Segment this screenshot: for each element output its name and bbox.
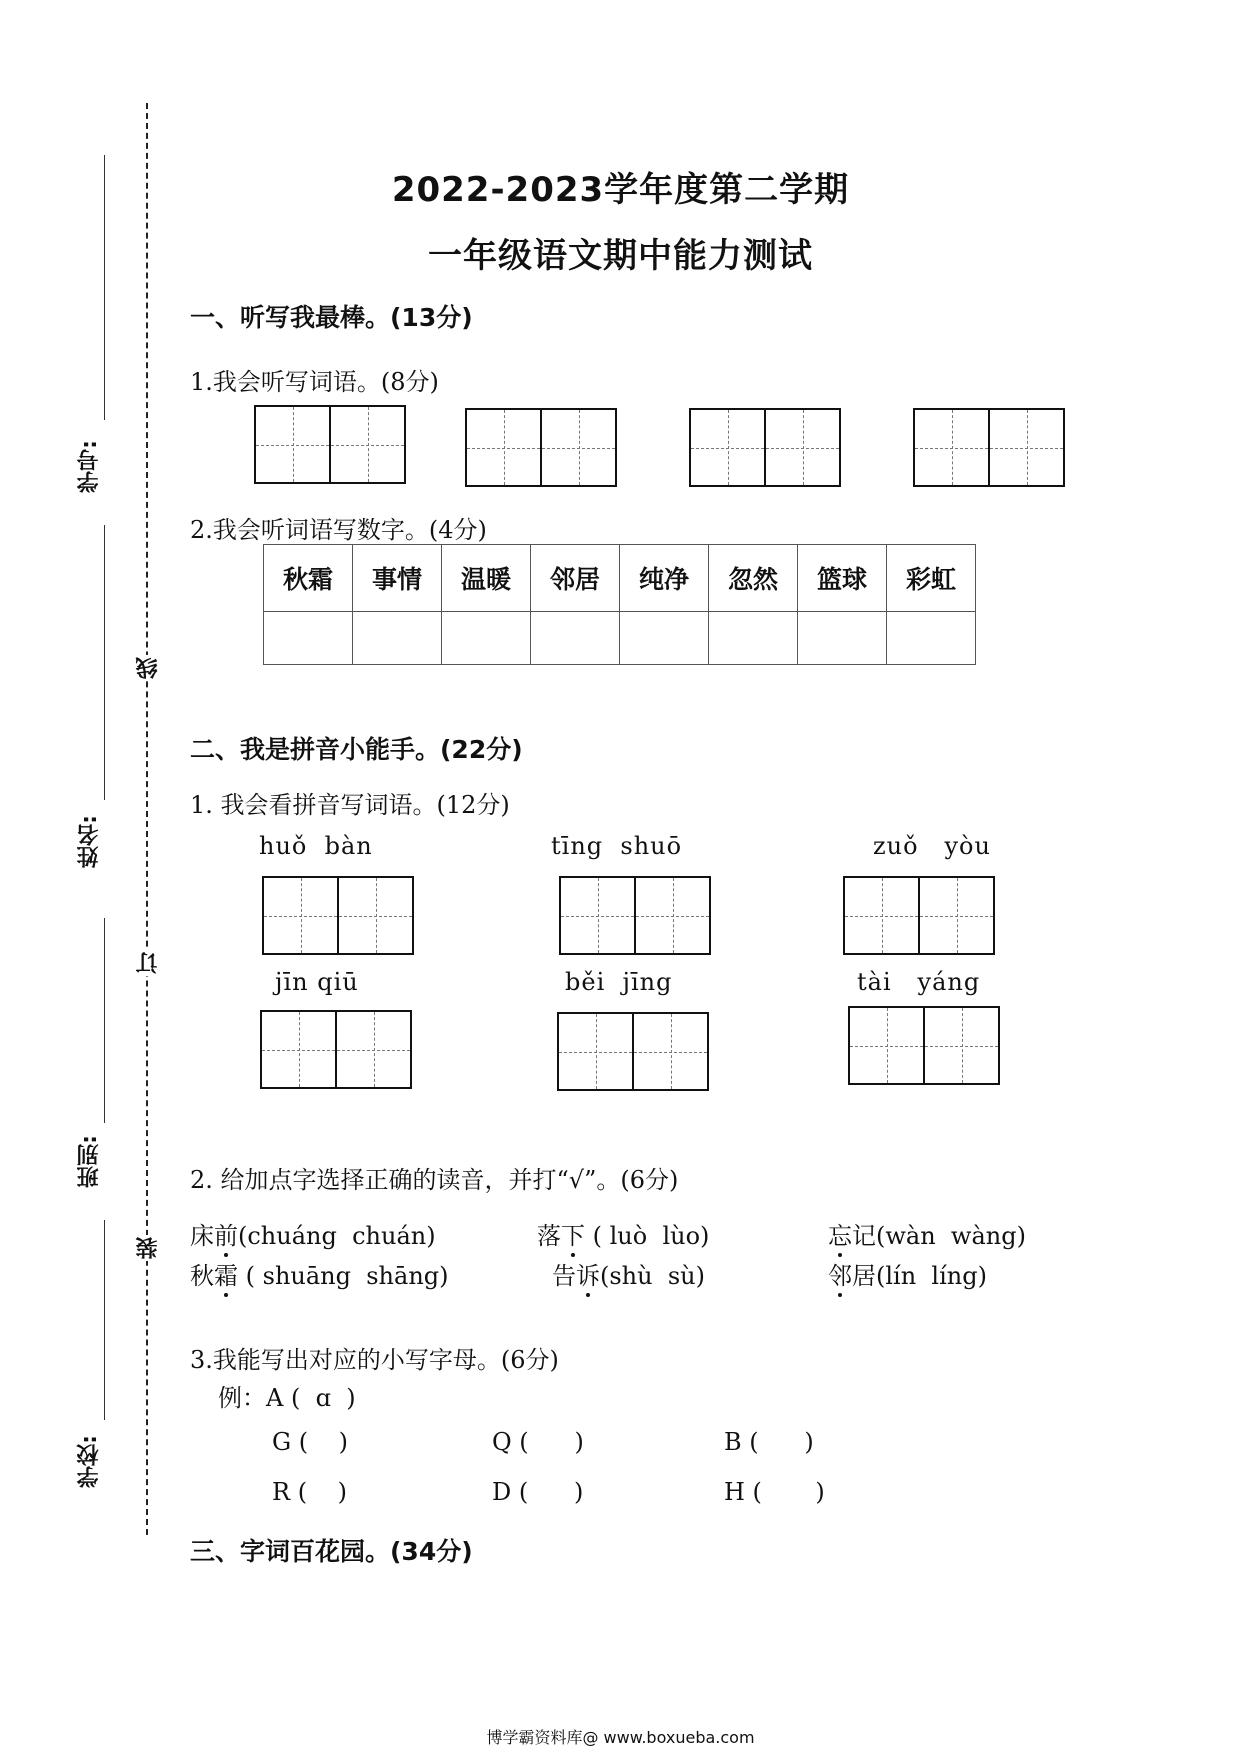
lowercase-example: 例：A ( ɑ ) — [218, 1384, 356, 1412]
choice-qiushuang[interactable]: 秋霜 ( shuāng shāng) — [190, 1262, 449, 1290]
section2-question2: 2. 给加点字选择正确的读音，并打“√”。(6分) — [190, 1166, 679, 1194]
pinyin-box-4[interactable] — [260, 1010, 412, 1089]
word-cell: 温暖 — [442, 545, 531, 612]
exam-title-line2: 一年级语文期中能力测试 — [428, 236, 813, 276]
word-cell: 篮球 — [798, 545, 887, 612]
word-cell: 事情 — [353, 545, 442, 612]
word-cell: 忽然 — [709, 545, 798, 612]
pinyin-box-2[interactable] — [559, 876, 711, 955]
pinyin-huoban: huǒ bàn — [259, 832, 373, 860]
class-label: 班别: — [77, 1135, 102, 1188]
number-answer-cell[interactable] — [353, 612, 442, 665]
dictation-box-4[interactable] — [913, 408, 1065, 487]
section2-heading: 二、我是拼音小能手。(22分) — [190, 735, 523, 764]
dictation-box-3[interactable] — [689, 408, 841, 487]
pinyin-box-5[interactable] — [557, 1012, 709, 1091]
letter-r-blank[interactable]: R ( ) — [272, 1478, 347, 1506]
word-cell: 邻居 — [531, 545, 620, 612]
number-answer-cell[interactable] — [264, 612, 353, 665]
pinyin-box-1[interactable] — [262, 876, 414, 955]
section2-question3: 3.我能写出对应的小写字母。(6分) — [190, 1346, 559, 1374]
choice-linju[interactable]: 邻居(lín líng) — [828, 1262, 987, 1290]
binding-cut-line — [146, 103, 148, 1535]
letter-q-blank[interactable]: Q ( ) — [492, 1428, 584, 1456]
word-number-table — [263, 544, 976, 665]
pinyin-box-3[interactable] — [843, 876, 995, 955]
section1-question2: 2.我会听词语写数字。(4分) — [190, 516, 487, 544]
pinyin-jinqiu: jīn qiū — [275, 968, 359, 996]
number-answer-cell[interactable] — [620, 612, 709, 665]
choice-luoxia[interactable]: 落下 ( luò lùo) — [537, 1222, 710, 1250]
exam-title-line1: 2022-2023学年度第二学期 — [391, 170, 850, 210]
word-cell: 纯净 — [620, 545, 709, 612]
number-answer-cell[interactable] — [709, 612, 798, 665]
word-cell: 彩虹 — [887, 545, 976, 612]
letter-h-blank[interactable]: H ( ) — [724, 1478, 825, 1506]
student-number-label: 学号: — [77, 440, 102, 493]
letter-g-blank[interactable]: G ( ) — [272, 1428, 349, 1456]
word-cell: 秋霜 — [264, 545, 353, 612]
name-label: 姓名: — [77, 815, 102, 868]
choice-chuangqian[interactable]: 床前(chuáng chuán) — [190, 1222, 436, 1250]
pinyin-box-6[interactable] — [848, 1006, 1000, 1085]
cut-char-zhuang: 装 — [133, 1235, 164, 1261]
cut-char-xian: 线 — [133, 655, 164, 681]
section1-heading: 一、听写我最棒。(13分) — [190, 303, 473, 332]
section1-question1: 1.我会听写词语。(8分) — [190, 368, 439, 396]
number-answer-cell[interactable] — [531, 612, 620, 665]
footer-watermark: 博学霸资料库@ www.boxueba.com — [486, 1728, 755, 1747]
choice-wangji[interactable]: 忘记(wàn wàng) — [828, 1222, 1026, 1250]
number-answer-cell[interactable] — [442, 612, 531, 665]
section2-question1: 1. 我会看拼音写词语。(12分) — [190, 791, 510, 819]
dictation-box-2[interactable] — [465, 408, 617, 487]
pinyin-taiyang: tài yáng — [857, 968, 981, 996]
section3-heading: 三、字词百花园。(34分) — [190, 1537, 473, 1566]
class-line — [104, 918, 106, 1123]
cut-char-ding: 订 — [133, 950, 164, 976]
pinyin-beijing: běi jīng — [565, 968, 673, 996]
pinyin-zuoyou: zuǒ yòu — [873, 832, 991, 860]
choice-gaosu[interactable]: 告诉(shù sù) — [552, 1262, 705, 1290]
name-line — [104, 525, 106, 800]
pinyin-tingshuo: tīng shuō — [551, 832, 683, 860]
school-label: 学校: — [77, 1435, 102, 1488]
school-line — [104, 1220, 106, 1420]
number-answer-cell[interactable] — [798, 612, 887, 665]
number-answer-cell[interactable] — [887, 612, 976, 665]
letter-b-blank[interactable]: B ( ) — [724, 1428, 814, 1456]
dictation-box-1[interactable] — [254, 405, 406, 484]
letter-d-blank[interactable]: D ( ) — [492, 1478, 584, 1506]
